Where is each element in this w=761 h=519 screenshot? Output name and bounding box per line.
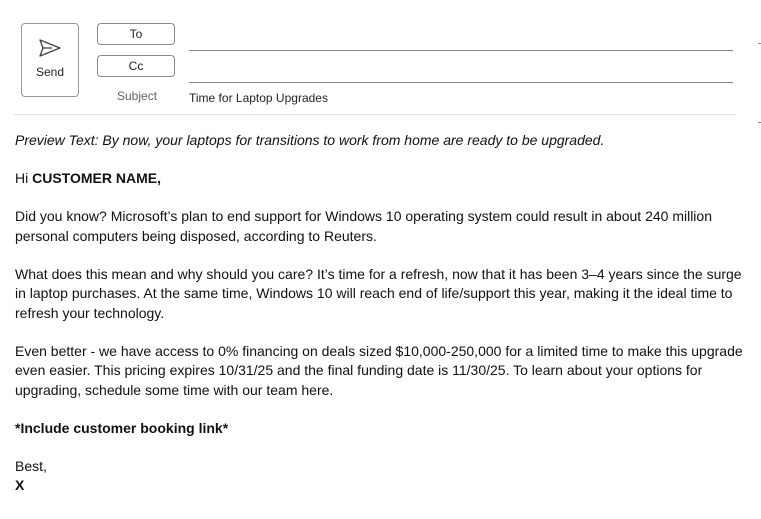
greeting	[15, 169, 750, 189]
subject-divider	[14, 114, 736, 115]
paragraph-1: Did you know? Microsoft’s plan to end support for Windows 10 operating system could result in about 240 million personal computers being disposed, according to Reuters.	[15, 208, 712, 244]
message-body[interactable]	[15, 131, 750, 496]
greeting-prefix: Hi	[15, 170, 33, 186]
to-input[interactable]	[189, 50, 733, 51]
paragraph-2: What does this mean and why should you care? It’s time for a refresh, now that it has been 3–4 years since the surge in laptop purchases. At the same time, Windows 10 will reach end of life/support this year, making it the ideal time to refresh your technology.	[15, 265, 742, 321]
subject-label: Subject	[117, 89, 158, 103]
send-button[interactable]	[21, 23, 79, 97]
to-button[interactable]: To	[97, 23, 175, 45]
signoff: Best,	[15, 457, 47, 474]
booking-link-note: *Include customer booking link*	[15, 419, 229, 436]
send-icon	[38, 38, 62, 58]
signature: X	[15, 477, 25, 493]
preview-text: Preview Text: By now, your laptops for transitions to work from home are ready to be upgraded.	[15, 132, 605, 148]
closing	[15, 457, 750, 496]
send-button-label: Send	[35, 65, 65, 79]
cc-input[interactable]	[189, 82, 733, 83]
customer-name: CUSTOMER NAME,	[32, 170, 161, 186]
paragraph-3: Even better - we have access to 0% financing on deals sized $10,000-250,000 for a limited time to make this upgrade even easier. This pricing expires 10/31/25 and the final funding date is 11/30/25. To learn about your options for upgrading, schedule some time with our team here.	[15, 342, 743, 398]
subject-input[interactable]: Time for Laptop Upgrades	[189, 91, 328, 105]
cc-button[interactable]: Cc	[97, 55, 175, 77]
